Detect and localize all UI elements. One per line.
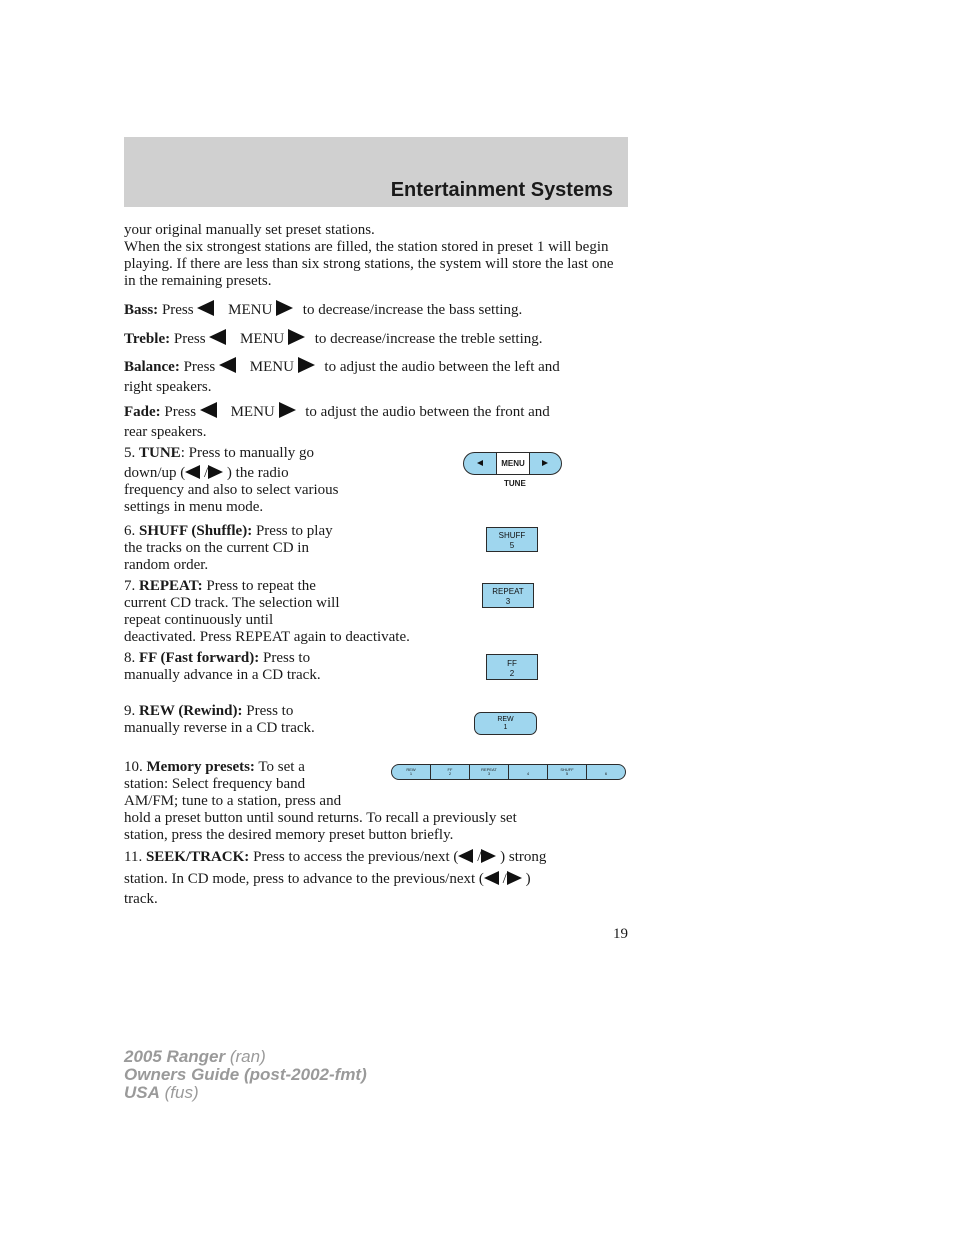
separator: /: [204, 465, 209, 481]
tune-text: frequency and also to select various: [124, 482, 339, 498]
intro-paragraph: When the six strongest stations are filled, the station stored in preset 1 will begin playing. If there are less than six strong stations, the system will store the last one in the remaining presets.: [124, 239, 614, 289]
right-arrow-icon: [276, 300, 293, 316]
balance-text-cont: right speakers.: [124, 379, 212, 395]
treble-instruction: [124, 329, 628, 348]
preset-button-3: [470, 765, 509, 779]
balance-label: Balance:: [124, 359, 180, 375]
repeat-text: repeat continuously until: [124, 612, 274, 628]
fade-text: to adjust the audio between the front and: [305, 404, 550, 420]
fade-press: Press: [164, 404, 197, 420]
tune-caption: TUNE: [504, 479, 526, 488]
memory-text: AM/FM; tune to a station, press and: [124, 793, 342, 809]
preset-label: REW: [406, 767, 416, 772]
treble-menu: MENU: [240, 331, 285, 347]
bass-press: Press: [161, 302, 194, 318]
balance-menu: MENU: [249, 359, 294, 375]
treble-label: Treble:: [124, 331, 171, 347]
preset-button-6: [587, 765, 625, 779]
footer-region: USA: [124, 1083, 160, 1102]
button-number: 1: [503, 724, 508, 731]
tune-label: TUNE: [139, 445, 181, 461]
seek-text: Press to access the previous/next (: [253, 849, 459, 865]
left-arrow-icon: [209, 329, 226, 345]
memory-text: station: Select frequency band: [124, 776, 306, 792]
left-arrow-icon: [484, 871, 499, 885]
shuff-button-illustration: [486, 527, 538, 552]
separator: /: [477, 849, 482, 865]
item-number: 10.: [124, 759, 143, 775]
left-arrow-icon: [458, 849, 473, 863]
balance-instruction: [124, 357, 628, 396]
page-number: 19: [613, 926, 628, 942]
shuff-text: random order.: [124, 557, 209, 573]
left-arrow-icon: [200, 402, 217, 418]
shuff-label: SHUFF (Shuffle):: [139, 523, 253, 539]
item-number: 8.: [124, 650, 136, 666]
balance-text: to adjust the audio between the left and: [324, 359, 560, 375]
footer-model: 2005 Ranger: [124, 1047, 226, 1066]
preset-label: FF: [447, 767, 453, 772]
button-label: FF: [507, 659, 517, 668]
preset-button-4: [509, 765, 548, 779]
section-header-band: [124, 137, 628, 207]
memory-text: hold a preset button until sound returns. To recall a previously set: [124, 810, 517, 826]
shuff-description: [124, 523, 384, 574]
preset-number: 4: [526, 771, 530, 776]
repeat-text: Press to repeat the: [206, 578, 316, 594]
button-number: 2: [509, 669, 515, 678]
item-number: 7.: [124, 578, 136, 594]
rew-label: REW (Rewind):: [139, 703, 243, 719]
fade-text-cont: rear speakers.: [124, 424, 207, 440]
left-arrow-icon: [219, 357, 236, 373]
rew-button-illustration: [474, 712, 537, 735]
repeat-label: REPEAT:: [139, 578, 203, 594]
preset-label: REPEAT: [481, 767, 497, 772]
seek-right-arrow-icon: [542, 460, 548, 466]
right-arrow-icon: [279, 402, 296, 418]
item-number: 11.: [124, 849, 143, 865]
balance-press: Press: [183, 359, 216, 375]
seek-text: ): [525, 871, 531, 887]
seek-text: ) strong: [500, 849, 547, 865]
memory-label: Memory presets:: [146, 759, 255, 775]
preset-number: 5: [565, 771, 569, 776]
ff-text: Press to: [262, 650, 311, 666]
seek-text: track.: [124, 891, 158, 907]
fade-menu: MENU: [230, 404, 275, 420]
memory-text: To set a: [258, 759, 305, 775]
shuff-text: the tracks on the current CD in: [124, 540, 309, 556]
shuff-text: Press to play: [255, 523, 333, 539]
right-arrow-icon: [481, 849, 496, 863]
rew-text: Press to: [246, 703, 294, 719]
seek-track-description: [124, 849, 628, 908]
tune-text: : Press to manually go: [180, 445, 315, 461]
fade-label: Fade:: [124, 404, 161, 420]
ff-label: FF (Fast forward):: [139, 650, 260, 666]
separator: /: [502, 871, 507, 887]
button-label: SHUFF: [498, 531, 526, 540]
button-number: 3: [505, 597, 511, 606]
button-label: REPEAT: [492, 587, 524, 596]
left-arrow-icon: [197, 300, 214, 316]
repeat-button-illustration: [482, 583, 534, 608]
preset-button-2: [431, 765, 470, 779]
treble-press: Press: [173, 331, 206, 347]
right-arrow-icon: [298, 357, 315, 373]
button-label: REW: [497, 716, 514, 723]
preset-label: SHUFF: [560, 767, 574, 772]
rew-description: [124, 703, 384, 737]
menu-button-illustration: MENU: [496, 452, 530, 475]
preset-button-5: [548, 765, 587, 779]
tune-control-illustration: [463, 452, 562, 475]
ff-button-illustration: [486, 654, 538, 680]
fade-instruction: [124, 402, 628, 441]
ff-text: manually advance in a CD track.: [124, 667, 321, 683]
bass-text: to decrease/increase the bass setting.: [302, 302, 523, 318]
ff-description: [124, 650, 384, 684]
seek-text: station. In CD mode, press to advance to the previous/next (: [124, 871, 484, 887]
document-footer: [124, 1048, 367, 1102]
memory-text: station, press the desired memory preset button briefly.: [124, 827, 454, 843]
seek-label: SEEK/TRACK:: [145, 849, 250, 865]
right-arrow-icon: [288, 329, 305, 345]
repeat-text: current CD track. The selection will: [124, 595, 340, 611]
treble-text: to decrease/increase the treble setting.: [314, 331, 543, 347]
seek-left-arrow-icon: [477, 460, 483, 466]
left-arrow-icon: [185, 465, 200, 479]
preset-number: 3: [487, 771, 491, 776]
item-number: 5.: [124, 445, 136, 461]
tune-description: [124, 445, 384, 516]
footer-region-code: (fus): [164, 1083, 199, 1102]
tune-text: settings in menu mode.: [124, 499, 264, 515]
preset-number: 2: [448, 771, 452, 776]
right-arrow-icon: [208, 465, 223, 479]
tune-text: ) the radio: [226, 465, 289, 481]
repeat-description: [124, 578, 464, 646]
repeat-text: deactivated. Press REPEAT again to deactivate.: [124, 629, 410, 645]
item-number: 6.: [124, 523, 136, 539]
tune-text: down/up (: [124, 465, 186, 481]
preset-number: 6: [604, 771, 608, 776]
intro-line: your original manually set preset stations.: [124, 222, 375, 238]
footer-model-code: (ran): [229, 1047, 266, 1066]
bass-label: Bass:: [124, 302, 159, 318]
item-number: 9.: [124, 703, 136, 719]
preset-buttons-illustration: [391, 764, 626, 780]
bass-instruction: [124, 300, 628, 319]
preset-button-1: [392, 765, 431, 779]
button-number: 5: [509, 541, 515, 550]
footer-guide: Owners Guide (post-2002-fmt): [124, 1065, 367, 1084]
rew-text: manually reverse in a CD track.: [124, 720, 315, 736]
right-arrow-icon: [507, 871, 522, 885]
section-title: Entertainment Systems: [390, 179, 613, 201]
bass-menu: MENU: [228, 302, 273, 318]
intro-text: [124, 222, 628, 290]
preset-number: 1: [409, 771, 413, 776]
